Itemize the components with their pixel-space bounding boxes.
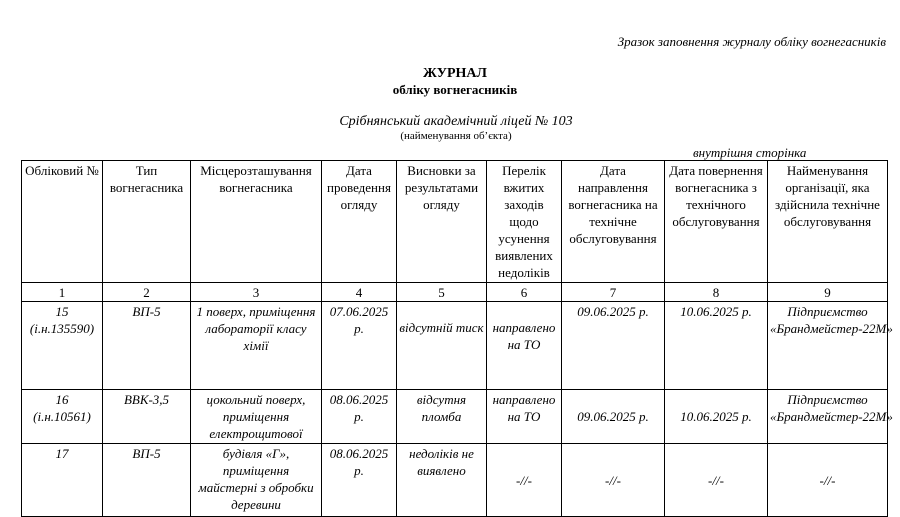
sample-note: Зразок заповнення журналу обліку вогнегасників	[617, 34, 886, 49]
organization-block	[0, 114, 900, 142]
column-number: 9	[768, 283, 888, 302]
conclusion-cell: відсутня пломба	[397, 390, 487, 444]
service-org-cell: -//-	[768, 444, 888, 517]
column-number: 2	[103, 283, 191, 302]
organization-caption: (найменування об’єкта)	[400, 130, 512, 142]
type-cell: ВП-5	[103, 444, 191, 517]
column-header: Найменування організації, яка здійснила технічне обслуговування	[768, 161, 888, 283]
organization-name: Срібнянський академічний ліцей № 103	[339, 114, 573, 129]
header-row	[22, 161, 888, 283]
location-cell: цокольний поверх, приміщення електрощитової	[191, 390, 322, 444]
account-number: 15	[55, 304, 69, 319]
column-header: Дата проведення огляду	[322, 161, 397, 283]
return-date-cell: 10.06.2025 р.	[665, 390, 768, 444]
conclusion-cell: недоліків не виявлено	[397, 444, 487, 517]
column-number: 7	[562, 283, 665, 302]
column-number: 4	[322, 283, 397, 302]
sent-date-cell: 09.06.2025 р.	[562, 302, 665, 390]
journal-subtitle: обліку вогнегасників	[392, 82, 518, 97]
journal-title: ЖУРНАЛ	[423, 66, 487, 81]
column-number: 6	[487, 283, 562, 302]
type-cell: ВП-5	[103, 302, 191, 390]
measures-cell: -//-	[487, 444, 562, 517]
location-cell: 1 поверх, приміщення лабораторії класу хімії	[191, 302, 322, 390]
location-cell: будівля «Г», приміщення майстерні з обробки деревини	[191, 444, 322, 517]
account-number: 16	[55, 392, 69, 407]
title-block	[0, 66, 900, 97]
service-org-cell: Підприємство «Брандмейстер-22М»	[768, 302, 888, 390]
sent-date-cell: 09.06.2025 р.	[562, 390, 665, 444]
conclusion-cell: відсутній тиск	[397, 302, 487, 390]
column-number: 8	[665, 283, 768, 302]
account-number-cell	[22, 390, 103, 444]
inspection-date-cell: 07.06.2025 р.	[322, 302, 397, 390]
column-header: Обліковий №	[22, 161, 103, 283]
column-number-row	[22, 283, 888, 302]
column-number: 5	[397, 283, 487, 302]
page-label: внутрішня сторінка	[693, 145, 807, 160]
type-cell: ВВК-3,5	[103, 390, 191, 444]
column-number: 1	[22, 283, 103, 302]
return-date-cell: -//-	[665, 444, 768, 517]
column-header: Місцерозташування вогнегасника	[191, 161, 322, 283]
table-row	[22, 390, 888, 444]
column-header: Дата повернення вогнегасника з технічного обслуговування	[665, 161, 768, 283]
journal-table	[21, 160, 893, 517]
column-header: Дата направлення вогнегасника на технічне обслуговування	[562, 161, 665, 283]
measures-cell: направлено на ТО	[487, 302, 562, 390]
account-number-cell	[22, 444, 103, 517]
account-number: 17	[55, 446, 69, 461]
column-header: Висновки за результатами огляду	[397, 161, 487, 283]
inspection-date-cell: 08.06.2025 р.	[322, 390, 397, 444]
inspection-date-cell: 08.06.2025 р.	[322, 444, 397, 517]
inventory-number: (і.н.10561)	[33, 409, 91, 424]
table-row	[22, 302, 888, 390]
sent-date-cell: -//-	[562, 444, 665, 517]
service-org-cell: Підприємство «Брандмейстер-22М»	[768, 390, 888, 444]
return-date-cell: 10.06.2025 р.	[665, 302, 768, 390]
measures-cell: направлено на ТО	[487, 390, 562, 444]
column-header: Тип вогнегасника	[103, 161, 191, 283]
column-header: Перелік вжитих заходів щодо усунення виявлених недоліків	[487, 161, 562, 283]
inventory-number: (і.н.135590)	[29, 321, 95, 336]
account-number-cell	[22, 302, 103, 390]
column-number: 3	[191, 283, 322, 302]
table-row	[22, 444, 888, 517]
